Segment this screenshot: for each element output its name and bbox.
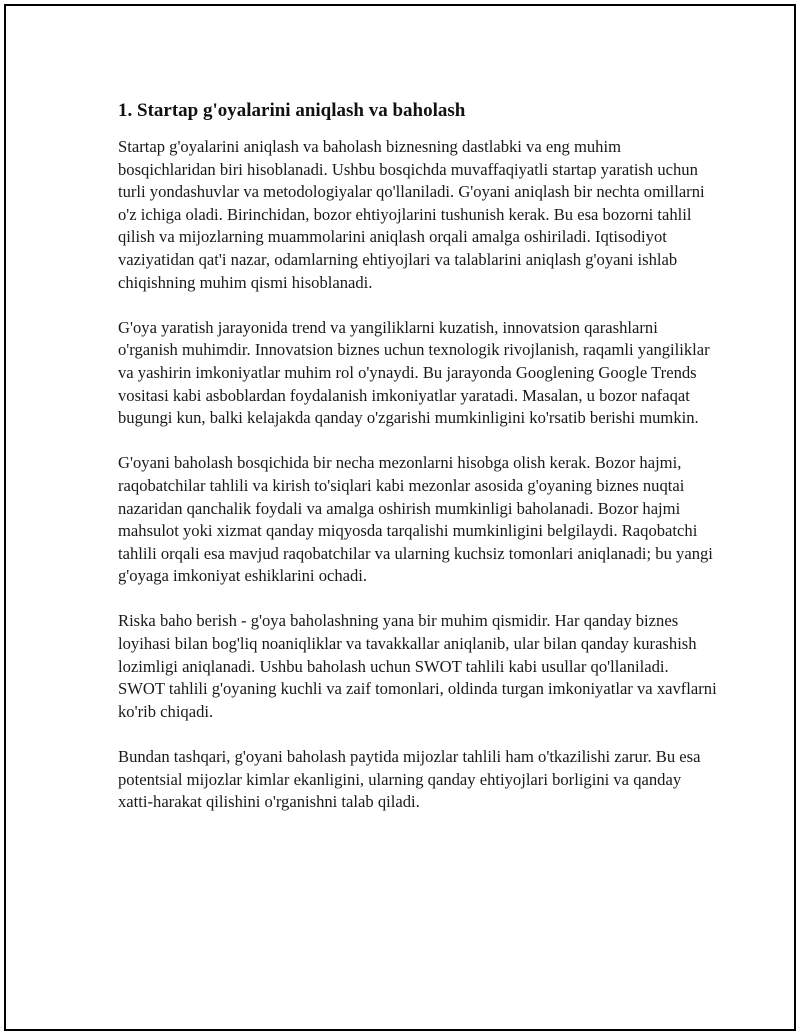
paragraph-2: G'oya yaratish jarayonida trend va yangiliklarni kuzatish, innovatsion qarashlarni o'rganish muhimdir. Innovatsion biznes uchun texnologik rivojlanish, raqamli yangiliklar va yashirin imkoniyatlar muhim rol o'ynaydi. Bu jarayonda Googlening Google Trends vositasi kabi asboblardan foydalanish imkoniyatlar yaratadi. Masalan, u bozor nafaqat bugungi kun, balki kelajakda qanday o'zgarishi mumkinligini ko'rsatib berishi mumkin. (118, 317, 710, 428)
paragraph-1: Startap g'oyalarini aniqlash va baholash biznesning dastlabki va eng muhim bosqichlaridan biri hisoblanadi. Ushbu bosqichda muvaffaqiyatli startap yaratish uchun turli yondashuvlar va metodologiyalar qo'llaniladi. G'oyani aniqlash bir nechta omillarni o'z ichiga oladi. Birinchidan, bozor ehtiyojlarini tushunish kerak. Bu esa bozorni tahlil qilish va mijozlarning muammolarini aniqlash orqali amalga oshiriladi. Iqtisodiyot vaziyatidan qat'i nazar, odamlarning ehtiyojlari va talablarini aniqlash g'oyani ishlab chiqishning muhim qismi hisoblanadi. (118, 137, 705, 292)
page-frame (4, 4, 796, 1031)
section-heading: 1. Startap g'oyalarini aniqlash va baholash (118, 100, 466, 121)
document-body (118, 98, 718, 836)
paragraph-4: Riska baho berish - g'oya baholashning yana bir muhim qismidir. Har qanday biznes loyihasi bilan bog'liq noaniqliklar va tavakkallar aniqlanib, ular bilan qanday kurashish lozimligi aniqlanadi. Ushbu baholash uchun SWOT tahlili kabi usullar qo'llaniladi. SWOT tahlili g'oyaning kuchli va zaif tomonlari, oldinda turgan imkoniyatlar va xavflarni ko'rib chiqadi. (118, 611, 717, 721)
paragraph-5: Bundan tashqari, g'oyani baholash paytida mijozlar tahlili ham o'tkazilishi zarur. Bu esa potentsial mijozlar kimlar ekanligini, ularning qanday ehtiyojlari borligini va qanday xatti-harakat qilishini o'rganishni talab qiladi. (118, 747, 701, 812)
paragraph-3: G'oyani baholash bosqichida bir necha mezonlarni hisobga olish kerak. Bozor hajmi, raqobatchilar tahlili va kirish to'siqlari kabi mezonlar asosida g'oyaning biznes nuqtai nazaridan qanchalik foydali va amalga oshirish mumkinligi baholanadi. Bozor hajmi mahsulot yoki xizmat qanday miqyosda tarqalishi mumkinligini belgilaydi. Raqobatchi tahlili orqali esa mavjud raqobatchilar va ularning kuchsiz tomonlari aniqlanadi; bu yangi g'oyaga imkoniyat eshiklarini ochadi. (118, 453, 713, 586)
